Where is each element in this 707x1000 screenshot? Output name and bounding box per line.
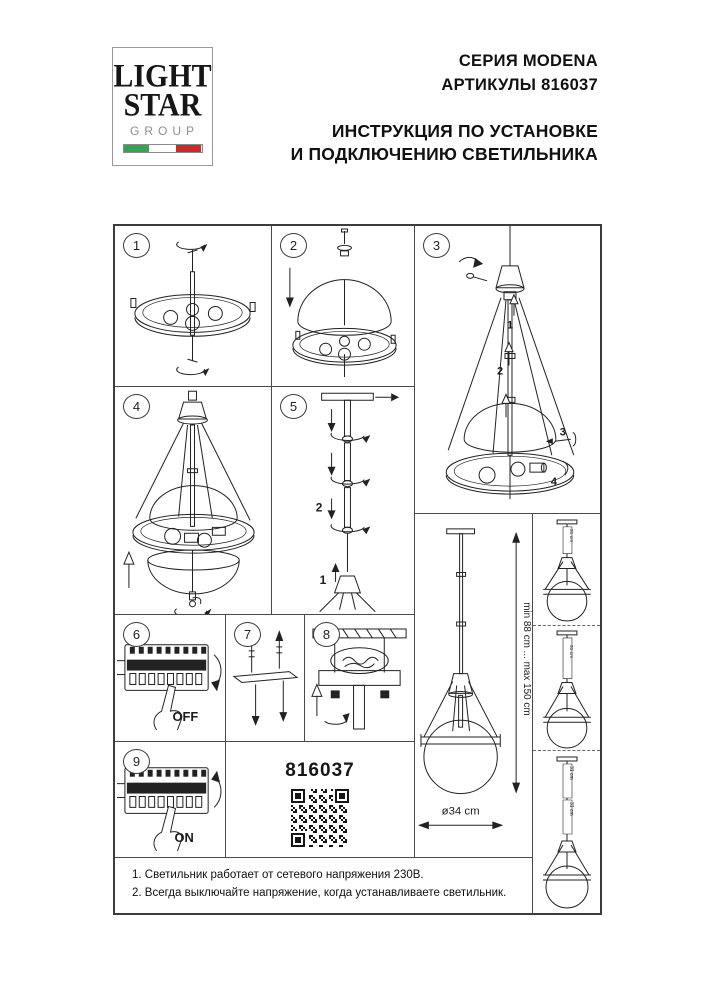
step-9-panel xyxy=(115,742,226,858)
footer-notes xyxy=(115,858,533,913)
italian-flag-bar xyxy=(123,144,203,153)
logo-word-group: GROUP xyxy=(129,123,199,138)
step3-label-2: 2 xyxy=(497,365,504,378)
document-titles xyxy=(291,50,598,167)
off-label: OFF xyxy=(172,709,199,725)
variant-b-panel xyxy=(533,626,600,751)
logo-word-star: STAR xyxy=(123,88,202,124)
step-8-panel xyxy=(305,615,415,742)
step-4-panel xyxy=(115,387,272,615)
step-7-panel xyxy=(226,615,305,742)
variants-column xyxy=(533,514,600,913)
step-6-panel xyxy=(115,615,226,742)
flag-green xyxy=(124,145,149,152)
instruction-line2: И ПОДКЛЮЧЕНИЮ СВЕТИЛЬНИКА xyxy=(290,144,598,165)
diameter-label: ø34 cm xyxy=(441,805,480,818)
step-number-badge: 2 xyxy=(280,233,307,258)
step3-label-1: 1 xyxy=(507,319,514,332)
article-title: АРТИКУЛЫ 816037 xyxy=(441,75,598,94)
step-2-panel xyxy=(272,226,415,387)
step-number-badge: 3 xyxy=(423,233,450,258)
variant-a-panel xyxy=(533,514,600,626)
step5-drawing-rods xyxy=(272,387,414,614)
variant-c-rod-label-2: 31 cm xyxy=(568,802,574,816)
step5-label-2: 2 xyxy=(315,500,323,515)
qr-article-number: 816037 xyxy=(285,760,355,781)
instruction-line1: ИНСТРУКЦИЯ ПО УСТАНОВКЕ xyxy=(331,120,598,141)
step-number-badge: 6 xyxy=(123,622,150,647)
lightstar-logo xyxy=(112,47,213,166)
qr-code xyxy=(291,789,349,847)
height-range-label: min 88 cm ... max 150 cm xyxy=(521,602,532,716)
step4-drawing-bowl xyxy=(115,387,271,614)
qr-panel xyxy=(226,742,415,858)
step-number-badge: 5 xyxy=(280,394,307,419)
variant-c-panel xyxy=(533,751,600,913)
variant-c-drawing xyxy=(533,751,600,913)
dimension-drawing xyxy=(415,514,532,857)
variant-c-rod-label-1: 31 cm xyxy=(568,766,574,780)
step-number-badge: 1 xyxy=(123,233,150,258)
step-number-badge: 4 xyxy=(123,394,150,419)
step-number-badge: 7 xyxy=(234,622,261,647)
variant-a-drawing xyxy=(533,514,600,625)
dimensions-panel xyxy=(415,514,533,858)
variant-b-rod-label: 31 cm xyxy=(567,644,573,659)
step-number-badge: 8 xyxy=(313,622,340,647)
footer-note-1: 1. Светильник работает от сетевого напряжения 230В. xyxy=(132,869,424,881)
on-label: ON xyxy=(174,830,194,846)
logo-word-light: LIGHT xyxy=(113,58,212,95)
flag-red xyxy=(176,145,201,152)
variant-a-rod-label: 31 cm xyxy=(567,528,573,543)
flag-white xyxy=(149,145,177,152)
step3-label-3: 3 xyxy=(559,426,566,439)
step3-drawing-assembly xyxy=(415,226,600,513)
step5-label-1: 1 xyxy=(319,572,327,587)
step-1-panel xyxy=(115,226,272,387)
step3-label-4: 4 xyxy=(550,476,557,489)
step-number-badge: 9 xyxy=(123,749,150,774)
series-title: СЕРИЯ MODENA xyxy=(458,52,598,70)
footer-note-2: 2. Всегда выключайте напряжение, когда устанавливаете светильник. xyxy=(132,886,507,899)
step-3-panel xyxy=(415,226,600,514)
step-5-panel xyxy=(272,387,415,615)
instruction-grid xyxy=(113,224,602,915)
variant-b-drawing xyxy=(533,626,600,750)
instruction-title xyxy=(291,120,598,167)
